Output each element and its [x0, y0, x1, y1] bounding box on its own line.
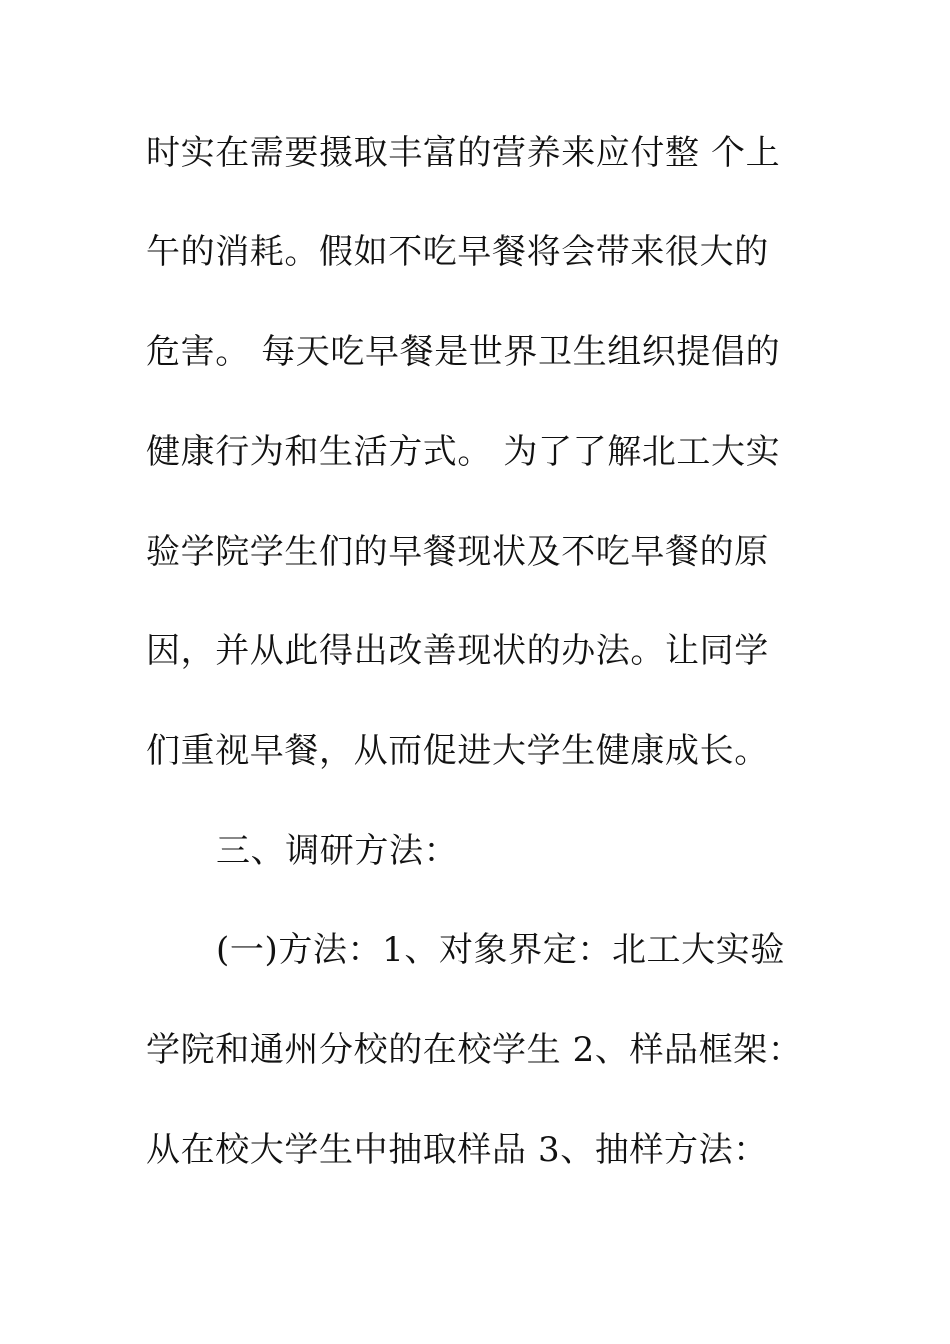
section-heading: 三、调研方法： [216, 831, 459, 871]
method-line-2: 学院和通州分校的在校学生 2、样品框架： [146, 1030, 803, 1070]
paragraph-line-3: 危害。 每天吃早餐是世界卫生组织提倡的 [146, 332, 781, 372]
paragraph-line-5: 验学院学生们的早餐现状及不吃早餐的原 [146, 532, 769, 572]
paragraph-line-1: 时实在需要摄取丰富的营养来应付整 个上 [146, 133, 781, 173]
paragraph-line-4: 健康行为和生活方式。 为了了解北工大实 [146, 432, 781, 472]
method-line-1: (一)方法：1、对象界定：北工大实验 [216, 930, 785, 970]
method-line-3: 从在校大学生中抽取样品 3、抽样方法： [146, 1130, 768, 1170]
paragraph-line-2: 午的消耗。假如不吃早餐将会带来很大的 [146, 232, 769, 272]
paragraph-line-6: 因，并从此得出改善现状的办法。让同学 [146, 631, 769, 671]
paragraph-line-7: 们重视早餐，从而促进大学生健康成长。 [146, 731, 769, 771]
